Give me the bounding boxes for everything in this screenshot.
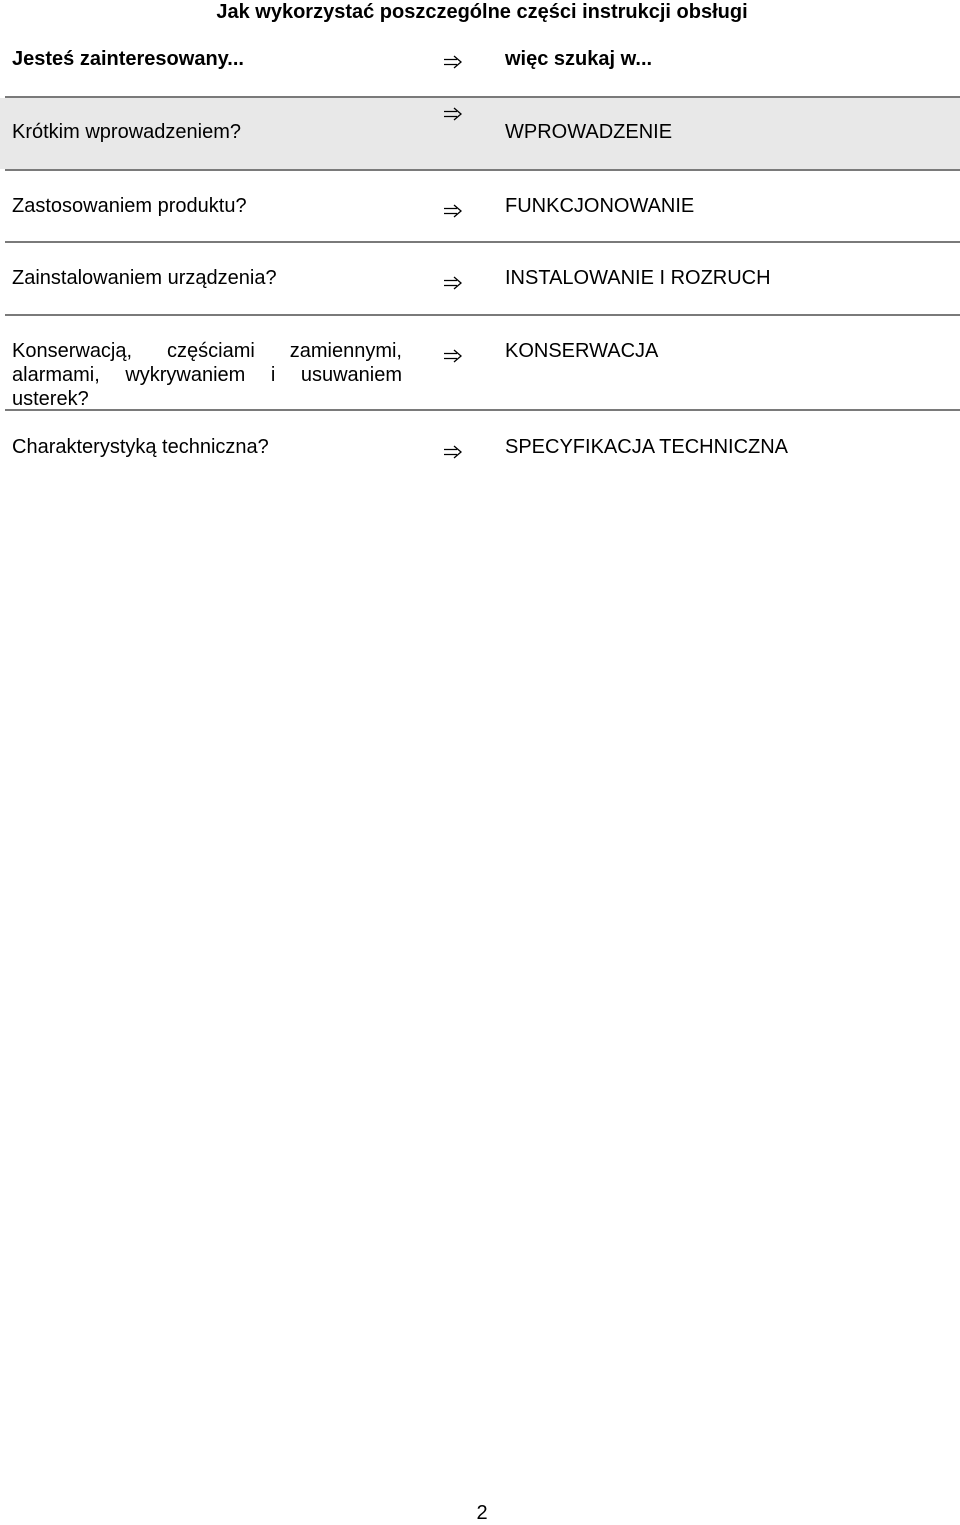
row-question: Krótkim wprowadzeniem?	[12, 121, 241, 143]
page-title: Jak wykorzystać poszczególne części instrukcji obsługi	[216, 1, 748, 23]
double-right-arrow-icon	[443, 349, 463, 363]
row-section-link[interactable]: INSTALOWANIE I ROZRUCH	[505, 267, 771, 289]
table-row	[0, 316, 960, 409]
column-header-interest: Jesteś zainteresowany...	[12, 48, 244, 70]
row-section-link[interactable]: WPROWADZENIE	[505, 121, 673, 143]
row-section-link[interactable]: SPECYFIKACJA TECHNICZNA	[505, 436, 789, 458]
table-row	[0, 411, 960, 471]
row-question: Charakterystyką techniczna?	[12, 436, 269, 458]
row-section-link[interactable]: FUNKCJONOWANIE	[505, 195, 695, 217]
row-question: Zastosowaniem produktu?	[12, 195, 247, 217]
double-right-arrow-icon	[443, 55, 463, 69]
table-row	[0, 243, 960, 314]
row-section-link[interactable]: KONSERWACJA	[505, 340, 659, 362]
double-right-arrow-icon	[443, 204, 463, 218]
table-row	[0, 171, 960, 241]
double-right-arrow-icon	[443, 107, 463, 121]
column-header-look-in: więc szukaj w...	[505, 48, 653, 70]
double-right-arrow-icon	[443, 445, 463, 459]
table-row	[0, 98, 960, 169]
page-number: 2	[476, 1502, 488, 1524]
double-right-arrow-icon	[443, 276, 463, 290]
row-question: Konserwacją, częściami zamiennymi, alarmami, wykrywaniem i usuwaniem usterek?	[12, 340, 402, 410]
row-question: Zainstalowaniem urządzenia?	[12, 267, 277, 289]
